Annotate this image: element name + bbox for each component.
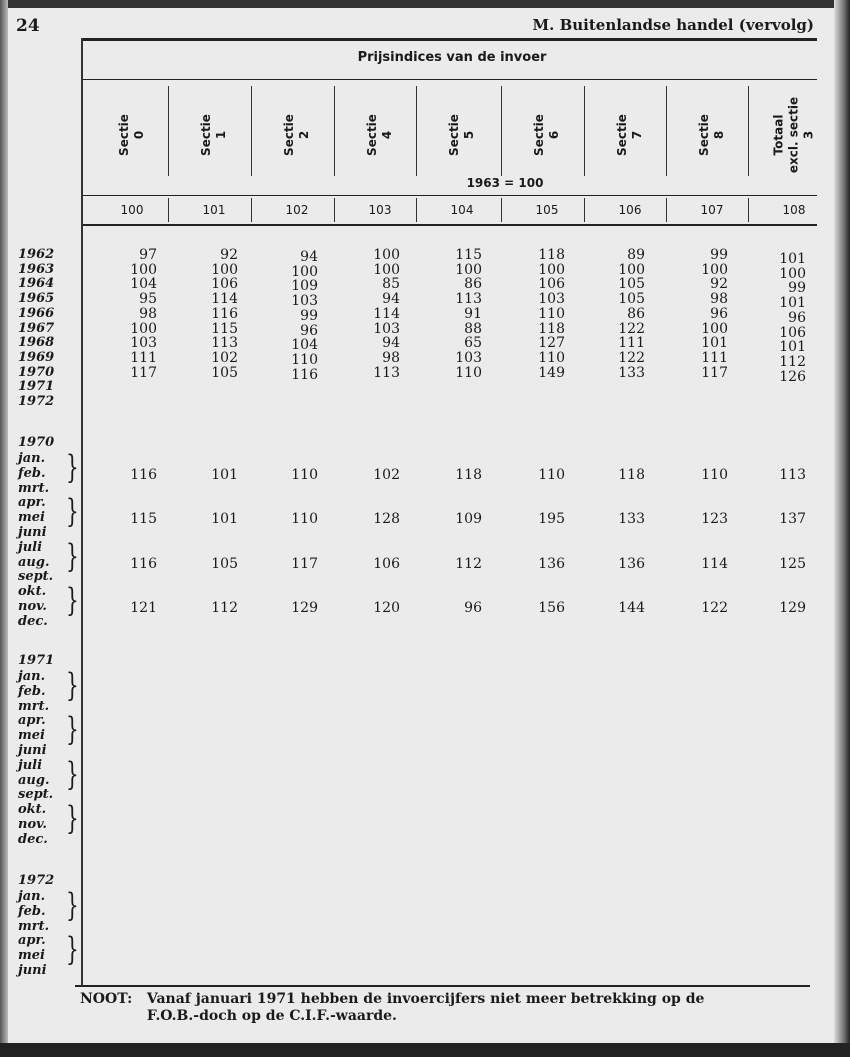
table-cell: 99: [300, 307, 318, 324]
table-cell: 95: [139, 291, 157, 308]
table-cell: 129: [291, 600, 318, 617]
table-cell: 113: [211, 335, 238, 352]
table-cell: 129: [779, 600, 806, 617]
column-code: 102: [285, 203, 309, 217]
table-cell: 91: [464, 305, 482, 322]
rule-top: [82, 38, 817, 41]
row-label-month: dec.: [18, 613, 48, 629]
column-header-label: Sectie 8: [697, 114, 726, 156]
scan-edge-left: [0, 0, 8, 1057]
column-header: [505, 80, 589, 190]
scan-edge-top: [0, 0, 850, 8]
column-header-label: Totaal excl. sectie 3: [771, 96, 816, 174]
table-cell: 118: [455, 467, 482, 483]
table-cell: 115: [211, 320, 238, 337]
column-code: 105: [535, 203, 559, 217]
table-cell: 101: [211, 511, 238, 528]
table-cell: 110: [291, 351, 318, 368]
row-label-month: nov.: [18, 817, 47, 832]
column-header-label: Sectie 6: [532, 114, 561, 156]
table-cell: 122: [618, 320, 645, 337]
table-cell: 111: [701, 349, 728, 366]
table-cell: 100: [373, 261, 400, 278]
table-cell: 88: [464, 320, 482, 337]
column-header-label: Sectie 2: [282, 114, 311, 156]
row-label-month: juli: [18, 757, 43, 773]
table-cell: 116: [130, 555, 157, 572]
table-cell: 115: [130, 511, 157, 528]
column-code: 104: [450, 203, 474, 217]
row-label-year: 1971: [18, 379, 55, 395]
column-divider: [584, 198, 585, 222]
table-cell: 122: [701, 600, 728, 617]
row-label-year: 1966: [18, 305, 55, 321]
column-header: [255, 80, 339, 190]
table-cell: 86: [627, 305, 645, 322]
table-cell: 101: [779, 295, 806, 312]
table-cell: 101: [211, 467, 238, 483]
column-divider: [416, 86, 417, 176]
table-cell: 117: [291, 555, 318, 572]
table-cell: 110: [291, 467, 318, 483]
brace-icon: }: [66, 665, 79, 705]
table-cell: 195: [538, 511, 565, 528]
table-cell: 112: [779, 353, 806, 370]
row-label-month: mrt.: [18, 698, 50, 714]
table-cell: 125: [779, 555, 806, 572]
row-label-month: jan.: [18, 889, 46, 904]
table-cell: 100: [130, 320, 157, 337]
table-cell: 65: [464, 335, 482, 352]
table-cell: 103: [538, 291, 565, 308]
column-code: 103: [368, 203, 392, 217]
row-label-year: 1962: [18, 247, 55, 262]
table-cell: 117: [130, 364, 157, 381]
table-cell: 106: [211, 276, 238, 293]
column-header: [588, 80, 672, 190]
table-cell: 85: [382, 276, 400, 293]
table-cell: 98: [382, 349, 400, 366]
column-header: [90, 80, 174, 190]
table-cell: 113: [455, 291, 482, 308]
table-cell: 100: [701, 261, 728, 278]
table-cell: 111: [618, 335, 645, 352]
block-year-label: 1971: [18, 653, 55, 668]
row-label-month: aug.: [18, 772, 50, 788]
column-header: [752, 80, 836, 190]
table-cell: 97: [139, 247, 157, 263]
table-cell: 110: [291, 511, 318, 528]
brace-icon: }: [66, 885, 79, 925]
table-cell: 98: [139, 305, 157, 322]
column-header-label: Sectie 1: [199, 114, 228, 156]
rule-table-bottom: [75, 985, 810, 987]
table-cell: 114: [211, 291, 238, 308]
footnote-text: Vanaf januari 1971 hebben de invoercijfers niet meer betrekking op de F.O.B.-doch op de C.I.F.-waarde.: [146, 991, 705, 1024]
table-cell: 96: [710, 305, 728, 322]
table-cell: 100: [373, 247, 400, 263]
table-cell: 102: [211, 349, 238, 366]
brace-icon: }: [66, 754, 79, 793]
row-label-month: mrt.: [18, 480, 50, 496]
row-label-year: 1972: [18, 394, 55, 409]
brace-icon: }: [66, 447, 79, 487]
column-divider: [501, 198, 502, 222]
table-cell: 115: [455, 247, 482, 263]
table-cell: 109: [455, 511, 482, 528]
table-cell: 156: [538, 600, 565, 617]
table-cell: 103: [455, 349, 482, 366]
brace-icon: }: [66, 492, 79, 531]
row-label-month: mei: [18, 728, 45, 744]
running-head: M. Buitenlandse handel (vervolg): [532, 16, 814, 34]
table-cell: 94: [382, 335, 400, 352]
column-header: [338, 80, 422, 190]
row-label-month: jan.: [18, 669, 46, 684]
row-label-month: juni: [18, 963, 47, 978]
table-title: Prijsindices van de invoer: [357, 50, 547, 65]
table-cell: 121: [130, 600, 157, 617]
table-cell: 136: [618, 555, 645, 572]
row-label-month: nov.: [18, 599, 47, 614]
table-cell: 112: [211, 600, 238, 617]
column-divider: [501, 86, 502, 176]
row-label-year: 1964: [18, 276, 55, 292]
column-divider: [168, 86, 169, 176]
table-cell: 105: [618, 276, 645, 293]
row-label-month: sept.: [18, 787, 54, 803]
base-year-note: 1963 = 100: [466, 176, 544, 190]
table-cell: 86: [464, 276, 482, 293]
block-year-label: 1972: [18, 873, 55, 888]
table-cell: 117: [701, 364, 728, 381]
table-cell: 113: [373, 364, 400, 381]
footnote-label: NOOT:: [80, 991, 133, 1007]
row-label-month: mei: [18, 948, 45, 964]
row-label-year: 1963: [18, 261, 55, 277]
column-divider: [334, 198, 335, 222]
table-cell: 122: [618, 349, 645, 366]
column-divider: [584, 86, 585, 176]
column-code: 107: [700, 203, 724, 217]
row-label-month: juni: [18, 743, 47, 758]
table-cell: 100: [618, 261, 645, 278]
table-cell: 99: [788, 280, 806, 297]
column-header-label: Sectie 7: [615, 114, 644, 156]
column-code: 101: [202, 203, 226, 217]
table-cell: 136: [538, 555, 565, 572]
column-divider: [416, 198, 417, 222]
table-cell: 100: [130, 261, 157, 278]
row-label-month: apr.: [18, 495, 46, 511]
row-label-month: apr.: [18, 933, 46, 949]
brace-icon: }: [66, 536, 79, 575]
table-cell: 101: [779, 251, 806, 267]
table-cell: 104: [130, 276, 157, 293]
row-label-month: sept.: [18, 569, 54, 585]
column-header-label: Sectie 0: [117, 114, 146, 156]
table-cell: 126: [779, 368, 806, 385]
column-divider: [666, 86, 667, 176]
table-cell: 96: [788, 309, 806, 326]
row-label-month: juni: [18, 525, 47, 540]
column-divider: [748, 86, 749, 176]
table-cell: 100: [211, 261, 238, 278]
table-cell: 113: [779, 467, 806, 483]
column-divider: [251, 198, 252, 222]
column-divider: [168, 198, 169, 222]
column-header: [670, 80, 754, 190]
row-label-month: apr.: [18, 713, 46, 729]
table-cell: 106: [538, 276, 565, 293]
row-label-month: mrt.: [18, 918, 50, 934]
row-label-year: 1965: [18, 291, 55, 307]
table-cell: 118: [618, 467, 645, 483]
scan-edge-bottom: [0, 1043, 850, 1057]
table-cell: 101: [701, 335, 728, 352]
brace-icon: }: [66, 930, 79, 969]
row-label-month: feb.: [18, 903, 46, 919]
column-divider: [666, 198, 667, 222]
table-cell: 94: [382, 291, 400, 308]
table-cell: 116: [291, 366, 318, 383]
column-divider: [748, 198, 749, 222]
row-label-year: 1969: [18, 349, 55, 365]
column-header: [172, 80, 256, 190]
table-cell: 112: [455, 555, 482, 572]
row-label-month: okt.: [18, 584, 47, 600]
scan-edge-right: [834, 0, 850, 1057]
row-label-month: juli: [18, 539, 43, 555]
table-cell: 96: [464, 600, 482, 617]
table-cell: 100: [455, 261, 482, 278]
row-label-year: 1968: [18, 335, 55, 351]
column-code: 106: [618, 203, 642, 217]
table-cell: 116: [211, 305, 238, 322]
table-cell: 105: [211, 555, 238, 572]
table-cell: 110: [455, 364, 482, 381]
table-cell: 111: [130, 349, 157, 366]
table-cell: 102: [373, 467, 400, 483]
table-cell: 104: [291, 337, 318, 354]
table-cell: 106: [373, 555, 400, 572]
table-cell: 94: [300, 249, 318, 265]
table-cell: 92: [220, 247, 238, 263]
table-cell: 110: [701, 467, 728, 483]
row-label-month: feb.: [18, 465, 46, 481]
table-cell: 105: [211, 364, 238, 381]
row-label-month: feb.: [18, 683, 46, 699]
table-cell: 116: [130, 467, 157, 483]
table-cell: 144: [618, 600, 645, 617]
table-cell: 99: [710, 247, 728, 263]
table-cell: 128: [373, 511, 400, 528]
table-cell: 110: [538, 349, 565, 366]
table-cell: 103: [373, 320, 400, 337]
row-label-month: mei: [18, 510, 45, 526]
column-header: [420, 80, 504, 190]
table-cell: 110: [538, 305, 565, 322]
rule-base: [82, 195, 817, 196]
table-cell: 101: [779, 339, 806, 356]
block-year-label: 1970: [18, 435, 55, 450]
brace-icon: }: [66, 798, 79, 838]
table-cell: 92: [710, 276, 728, 293]
brace-icon: }: [66, 580, 79, 620]
table-cell: 106: [779, 324, 806, 341]
table-cell: 133: [618, 364, 645, 381]
table-cell: 89: [627, 247, 645, 263]
row-label-month: jan.: [18, 451, 46, 466]
table-cell: 103: [291, 293, 318, 310]
column-header-label: Sectie 4: [365, 114, 394, 156]
column-divider: [334, 86, 335, 176]
table-cell: 98: [710, 291, 728, 308]
table-cell: 100: [291, 263, 318, 280]
footnote: [80, 991, 717, 1025]
row-label-month: dec.: [18, 831, 48, 847]
table-cell: 149: [538, 364, 565, 381]
table-cell: 127: [538, 335, 565, 352]
table-cell: 114: [373, 305, 400, 322]
row-label-year: 1970: [18, 364, 55, 380]
row-label-month: okt.: [18, 802, 47, 818]
table-cell: 118: [538, 320, 565, 337]
column-divider: [251, 86, 252, 176]
table-cell: 103: [130, 335, 157, 352]
row-label-year: 1967: [18, 320, 55, 336]
column-code: 100: [120, 203, 144, 217]
table-cell: 120: [373, 600, 400, 617]
row-label-month: aug.: [18, 554, 50, 570]
table-cell: 137: [779, 511, 806, 528]
brace-icon: }: [66, 710, 79, 749]
table-cell: 123: [701, 511, 728, 528]
page-number: 24: [16, 16, 40, 36]
table-cell: 100: [538, 261, 565, 278]
table-cell: 96: [300, 322, 318, 339]
table-cell: 114: [701, 555, 728, 572]
column-code: 108: [782, 203, 806, 217]
rule-stub: [81, 38, 83, 986]
table-cell: 109: [291, 278, 318, 295]
table-cell: 100: [779, 265, 806, 282]
table-cell: 133: [618, 511, 645, 528]
rule-header-bottom: [82, 224, 817, 226]
table-cell: 105: [618, 291, 645, 308]
table-cell: 110: [538, 467, 565, 483]
column-header-label: Sectie 5: [447, 114, 476, 156]
table-cell: 118: [538, 247, 565, 263]
table-cell: 100: [701, 320, 728, 337]
